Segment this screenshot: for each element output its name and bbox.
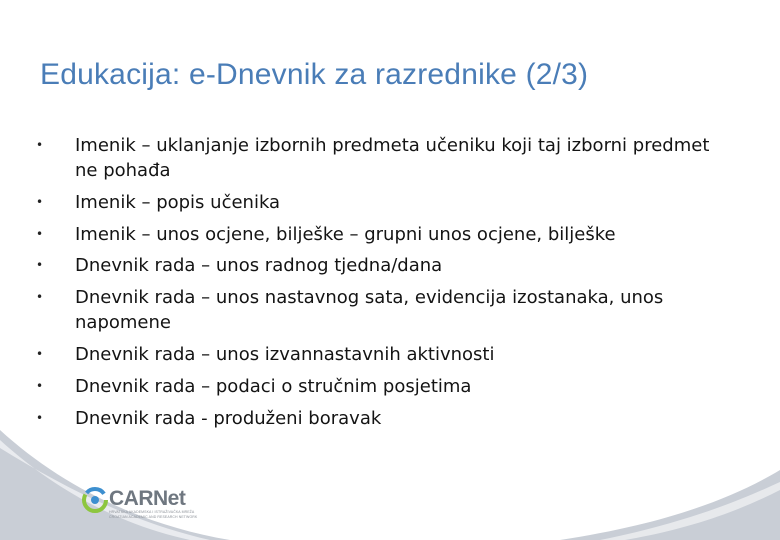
bullet-text: Imenik – unos ocjene, bilješke – grupni unos ocjene, bilješke [75, 224, 616, 245]
carnet-logo-icon [82, 487, 108, 513]
bullet-dot: • [36, 138, 44, 152]
bullet-text: Imenik – popis učenika [75, 192, 281, 213]
bullet-text: Dnevnik rada - produženi boravak [75, 408, 382, 429]
bullet-dot: • [36, 195, 44, 209]
slide-title: Edukacija: e-Dnevnik za razrednike (2/3) [40, 58, 589, 91]
bullet-dot: • [36, 258, 44, 272]
bullet-dot: • [36, 290, 44, 304]
bullet-text: Imenik – uklanjanje izbornih predmeta učeniku koji taj izborni predmet ne pohađa [75, 135, 710, 181]
carnet-logo-name: CARNet [109, 487, 186, 510]
bullet-text: Dnevnik rada – unos radnog tjedna/dana [75, 255, 443, 276]
bullet-dot: • [36, 379, 44, 393]
bullet-text: Dnevnik rada – unos nastavnog sata, evidencija izostanaka, unos napomene [75, 287, 664, 333]
bullet-dot: • [36, 227, 44, 241]
carnet-logo-tagline: HRVATSKA AKADEMSKA I ISTRAŽIVAČKA MREŽA CROATIAN ACADEMIC AND RESEARCH NETWORK [109, 510, 198, 519]
bullet-dot: • [36, 411, 44, 425]
bullet-dot: • [36, 347, 44, 361]
carnet-logo [82, 485, 212, 525]
bullet-text: Dnevnik rada – podaci o stručnim posjetima [75, 376, 472, 397]
bullet-text: Dnevnik rada – unos izvannastavnih aktivnosti [75, 344, 495, 365]
